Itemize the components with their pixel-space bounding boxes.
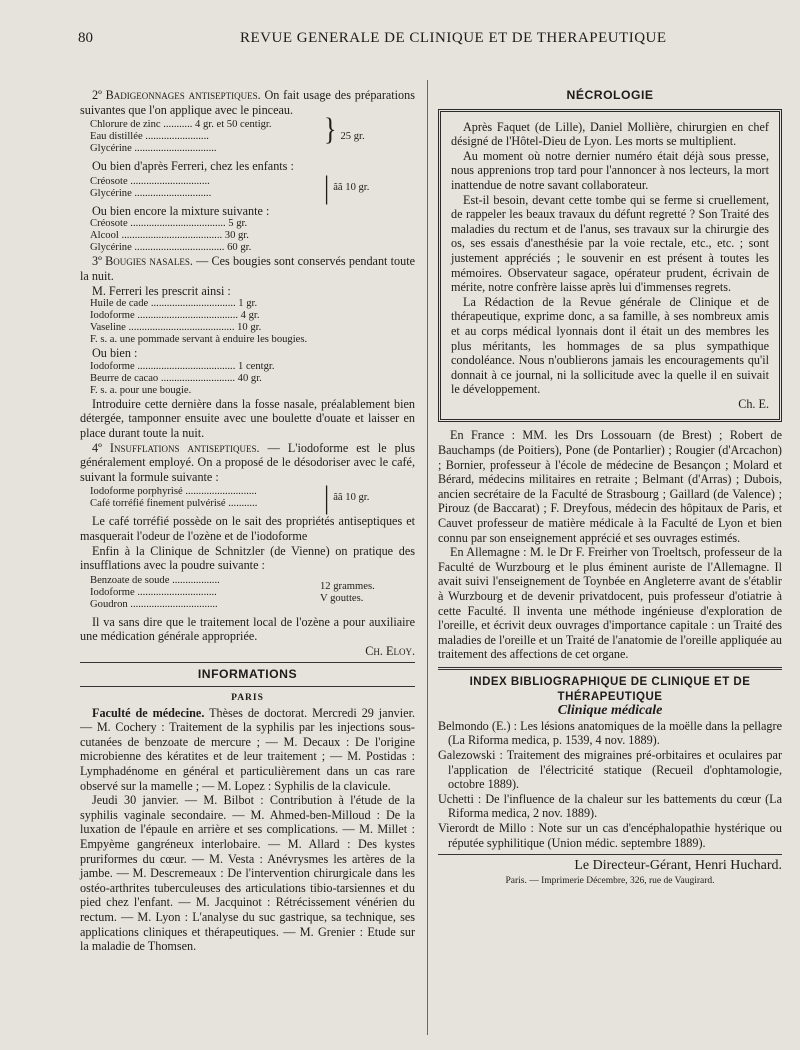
recipe-line: Eau distillée ........................ [90, 131, 209, 143]
index-entry: Belmondo (E.) : Les lésions anatomiques de la moëlle dans la pellagre (La Riforma medica, p. 1539, 4 nov. 1889). [438, 718, 782, 748]
informations-heading: INFORMATIONS [197, 667, 298, 682]
faculte-paragraph [80, 706, 415, 794]
paragraph-allemagne: En Allemagne : M. le Dr F. Freirher von Troeltsch, professeur de la Faculté de Wurzbourg et le plus éminent auriste de l'Allemagne. Il avait suivi l'enseignement de Toynbée en Angleterre avant de s'établir à Wurzbourg et de devenir privatdocent, puis professeur d'otiatrie à cette Faculté. Il inventa une méthode ingénieuse d'exploration de l'oreille, et écrivit deux ouvrages d'importance capitale : un Traité des maladies de l'oreille et un Traité de l'anatomie de l'oreille appliquée au traitement des affections de cet organe. [438, 545, 782, 662]
paragraph: Ou bien : [92, 346, 138, 361]
running-header [78, 26, 778, 48]
printer-line: Paris. — Imprimerie Décembre, 326, rue de Vaugirard. [505, 875, 715, 886]
index-entry: Uchetti : De l'influence de la chaleur sur les battements du cœur (La Riforma medica, 2 nov. 1889). [438, 791, 782, 821]
recipe-zinc [90, 111, 415, 155]
paragraph-text: Thèses de doctorat. Mercredi 29 janvier. — M. Cochery : Traitement de la syphilis par les injections sous-cutanées de benzoate de mercure ; — M. Decaux : De l'origine microbienne des kératites et de leur traitement ; — M. Postidas : Lymphadénome en général et particulièrement dans un cas rare observé sur la mamelle ; — M. Lopez : Syphilis de la clavicule. [80, 705, 415, 793]
paragraph-text: — L'iodoforme est le plus généralement employé. On a proposé de le désodoriser avec le café, suivant la formule suivante : [80, 440, 415, 484]
paragraph: Il va sans dire que le traitement local de l'ozène a pour auxiliaire une médication générale appropriée. [80, 614, 415, 644]
recipe-cade [90, 298, 415, 346]
author-signature: Ch. Eloy. [365, 643, 415, 658]
section-rule [80, 686, 415, 687]
recipe-quantity: V gouttes. [320, 592, 364, 604]
paragraph: Après Faquet (de Lille), Daniel Mollière, chirurgien en chef désigné de l'Hôtel-Dieu de Lyon. Les morts se multiplient. [451, 119, 769, 149]
paragraph-text: — Ces bougies sont conservés pendant toute la nuit. [80, 254, 415, 283]
section-lead: 2º Badigeonnages antiseptiques. [92, 88, 261, 102]
column-divider [427, 80, 428, 1035]
section-lead: 4º Insufflations antiseptiques. [92, 440, 260, 455]
recipe-creosote [90, 169, 415, 205]
recipe-iodoforme [90, 480, 415, 516]
paragraph: Au moment où notre dernier numéro était déjà sous presse, nous apprenions trop tard pour l'annoncer à nos lecteurs, la mort inattendue de notre savant collaborateur. [451, 148, 769, 192]
paragraph: Ou bien d'après Ferreri, chez les enfants : [92, 159, 294, 174]
necrologie-heading: NÉCROLOGIE [566, 88, 654, 102]
recipe-quantity: ãã 10 gr. [333, 181, 370, 193]
recipe-line: Glycérine ............................... [90, 143, 217, 155]
paragraph: Enfin à la Clinique de Schnitzler (de Vienne) on pratique des insufflations avec la poudre suivante : [80, 543, 415, 573]
recipe-line: Vaseline ........................................ 10 gr. [90, 322, 262, 334]
necrologie-box [438, 109, 782, 423]
right-column [438, 88, 782, 888]
recipe-line: Glycérine .................................. 60 gr. [90, 242, 252, 254]
recipe-line: Alcool ...................................... 30 gr. [90, 230, 249, 242]
recipe-line: Iodoforme .............................. [90, 586, 217, 598]
city-heading: PARIS [231, 693, 264, 704]
recipe-line: Iodoforme ..................................... 1 centgr. [90, 360, 275, 372]
paragraph-france: En France : MM. les Drs Lossouarn (de Brest) ; Robert de Bauchamps (de Poitiers), Pone (de Pontarlier) ; Rougier (d'Arcachon) ; Bornier, professeur à l'école de médecine de Besançon ; Molard et Bérard, médecins militaires en retraite ; Belmant (d'Arras) ; Dubois, ancien secrétaire de la Faculté de Strasbourg ; Gaillard (de Valence) ; Pirouz (de Baccarat) ; F. Dreyfous, médecin des hôpitaux de Paris, et Cauvet professeur de matière médicale à la Faculté de Lyon et bien connu par son enseignement apprécié et ses ouvrages estimés. [438, 428, 782, 545]
paragraph: Ou bien encore la mixture suivante : [92, 203, 270, 218]
recipe-bougie [90, 361, 415, 397]
recipe-schnitzler [90, 575, 415, 611]
author-signature: Ch. E. [738, 396, 769, 411]
index-subheading: Clinique médicale [557, 703, 663, 719]
gerant-signature: Le Directeur-Gérant, Henri Huchard. [574, 858, 782, 874]
brace: | [324, 480, 330, 516]
paragraph-insufflations [80, 441, 415, 485]
section-rule [438, 667, 782, 670]
index-entry: Vierordt de Millo : Note sur un cas d'encéphalopathie hystérique ou réputée syphilitique (Union médic. septembre 1889). [438, 820, 782, 850]
brace: | [324, 169, 330, 205]
section-rule [80, 662, 415, 663]
recipe-line: Glycérine ............................. [90, 187, 212, 199]
recipe-line: Créosote .............................. [90, 175, 210, 187]
paragraph: M. Ferreri les prescrit ainsi : [92, 283, 231, 298]
section-lead: 3º Bougies nasales. [92, 254, 193, 269]
recipe-line: Benzoate de soude .................. [90, 574, 220, 586]
paragraph: La Rédaction de la Revue générale de Clinique et de thérapeutique, exprime donc, a sa famille, à ses nombreux amis et au corps médical lyonnais dont il était un des membres les plus méritants, les hommages de sa plus sympathique condoléance. Nous n'oublierons jamais les encouragements qu'il donnait à ce journal, ni la sollicitude avec la quelle il en suivait le développement. [451, 294, 769, 397]
journal-title: REVUE GENERALE DE CLINIQUE ET DE THERAPEUTIQUE [240, 30, 667, 46]
page-number: 80 [78, 30, 93, 46]
recipe-note: F. s. a. une pommade servant à enduire les bougies. [90, 334, 308, 346]
recipe-note: F. s. a. pour une bougie. [90, 384, 192, 396]
faculte-lead: Faculté de médecine. [92, 705, 205, 720]
recipe-line: Créosote .................................... 5 gr. [90, 218, 248, 230]
recipe-line: Chlorure de zinc ........... 4 gr. et 50 centigr. [90, 119, 272, 131]
recipe-line: Iodoforme ...................................... 4 gr. [90, 310, 260, 322]
paragraph-badigeonnages [80, 88, 415, 117]
paragraph-bougies [80, 254, 415, 283]
index-heading: INDEX BIBLIOGRAPHIQUE DE CLINIQUE ET DE THÉRAPEUTIQUE [469, 675, 751, 703]
paragraph: Jeudi 30 janvier. — M. Bilbot : Contribution à l'étude de la syphilis vaginale secondaire. — M. Ahmed-ben-Milloud : De la luxation de l'épaule en arrière et ses complications. — M. Millet : Empyème gangréneux interlobaire. — M. Allard : Des kystes pruriformes du cœur. — M. Vesta : Anévrysmes les artères de la jambe. — M. Descremeaux : De l'intervention chirurgicale dans les ostéo-arthrites tuberculeuses des articulations tibio-tarsiennes et du pied chez l'enfant. — M. Jacquinot : Rétrécissement vénérien du rectum. — M. Lyon : L'analyse du suc gastrique, sa technique, ses applications cliniques et thérapeutiques. — M. Grenier : Etude sur la maladie de Thomsen. [80, 793, 415, 954]
recipe-mixture [90, 218, 415, 254]
left-column [80, 88, 415, 954]
recipe-line: Beurre de cacao ............................ 40 gr. [90, 372, 262, 384]
recipe-line: Café torréfié finement pulvérisé ........... [90, 498, 258, 510]
brace: } [324, 111, 337, 147]
section-rule [438, 854, 782, 855]
paragraph: Introduire cette dernière dans la fosse nasale, préalablement bien détergée, tamponner ensuite avec une boulette d'ouate et laisser en place durant toute la nuit. [80, 396, 415, 440]
paragraph: Le café torréfié possède on le sait des propriétés antiseptiques et masquerait l'odeur de l'ozène et de l'iodoforme [80, 514, 415, 543]
recipe-line: Huile de cade ................................ 1 gr. [90, 298, 258, 310]
paragraph: Est-il besoin, devant cette tombe qui se ferme si cruellement, de rappeler les beaux travaux du défunt regretté ? Son Traité des maladies du rectum et de l'anus, ses travaux sur la chirurgie des os, ses essais d'anesthésie par la voie rectale, etc., etc. ; sont justement appréciés ; le souvenir en est présent à toutes les mémoires. Observateur sagace, opérateur prudent, écrivain de mérite, notre confrère laisse après lui d'immenses regrets. [451, 192, 769, 295]
recipe-quantity: ãã 10 gr. [333, 492, 370, 504]
recipe-line: Iodoforme porphyrisé ........................... [90, 486, 257, 498]
index-entry: Galezowski : Traitement des migraines pré-orbitaires et oculaires par l'application de l'électricité statique (Recueil d'ophtamologie, octobre 1889). [438, 747, 782, 792]
recipe-quantity: 12 grammes. [320, 580, 375, 592]
recipe-quantity: 25 gr. [340, 131, 365, 143]
recipe-line: Goudron ................................. [90, 598, 218, 610]
paragraph-text: On fait usage des préparations suivantes que l'on applique avec le pinceau. [80, 88, 415, 117]
